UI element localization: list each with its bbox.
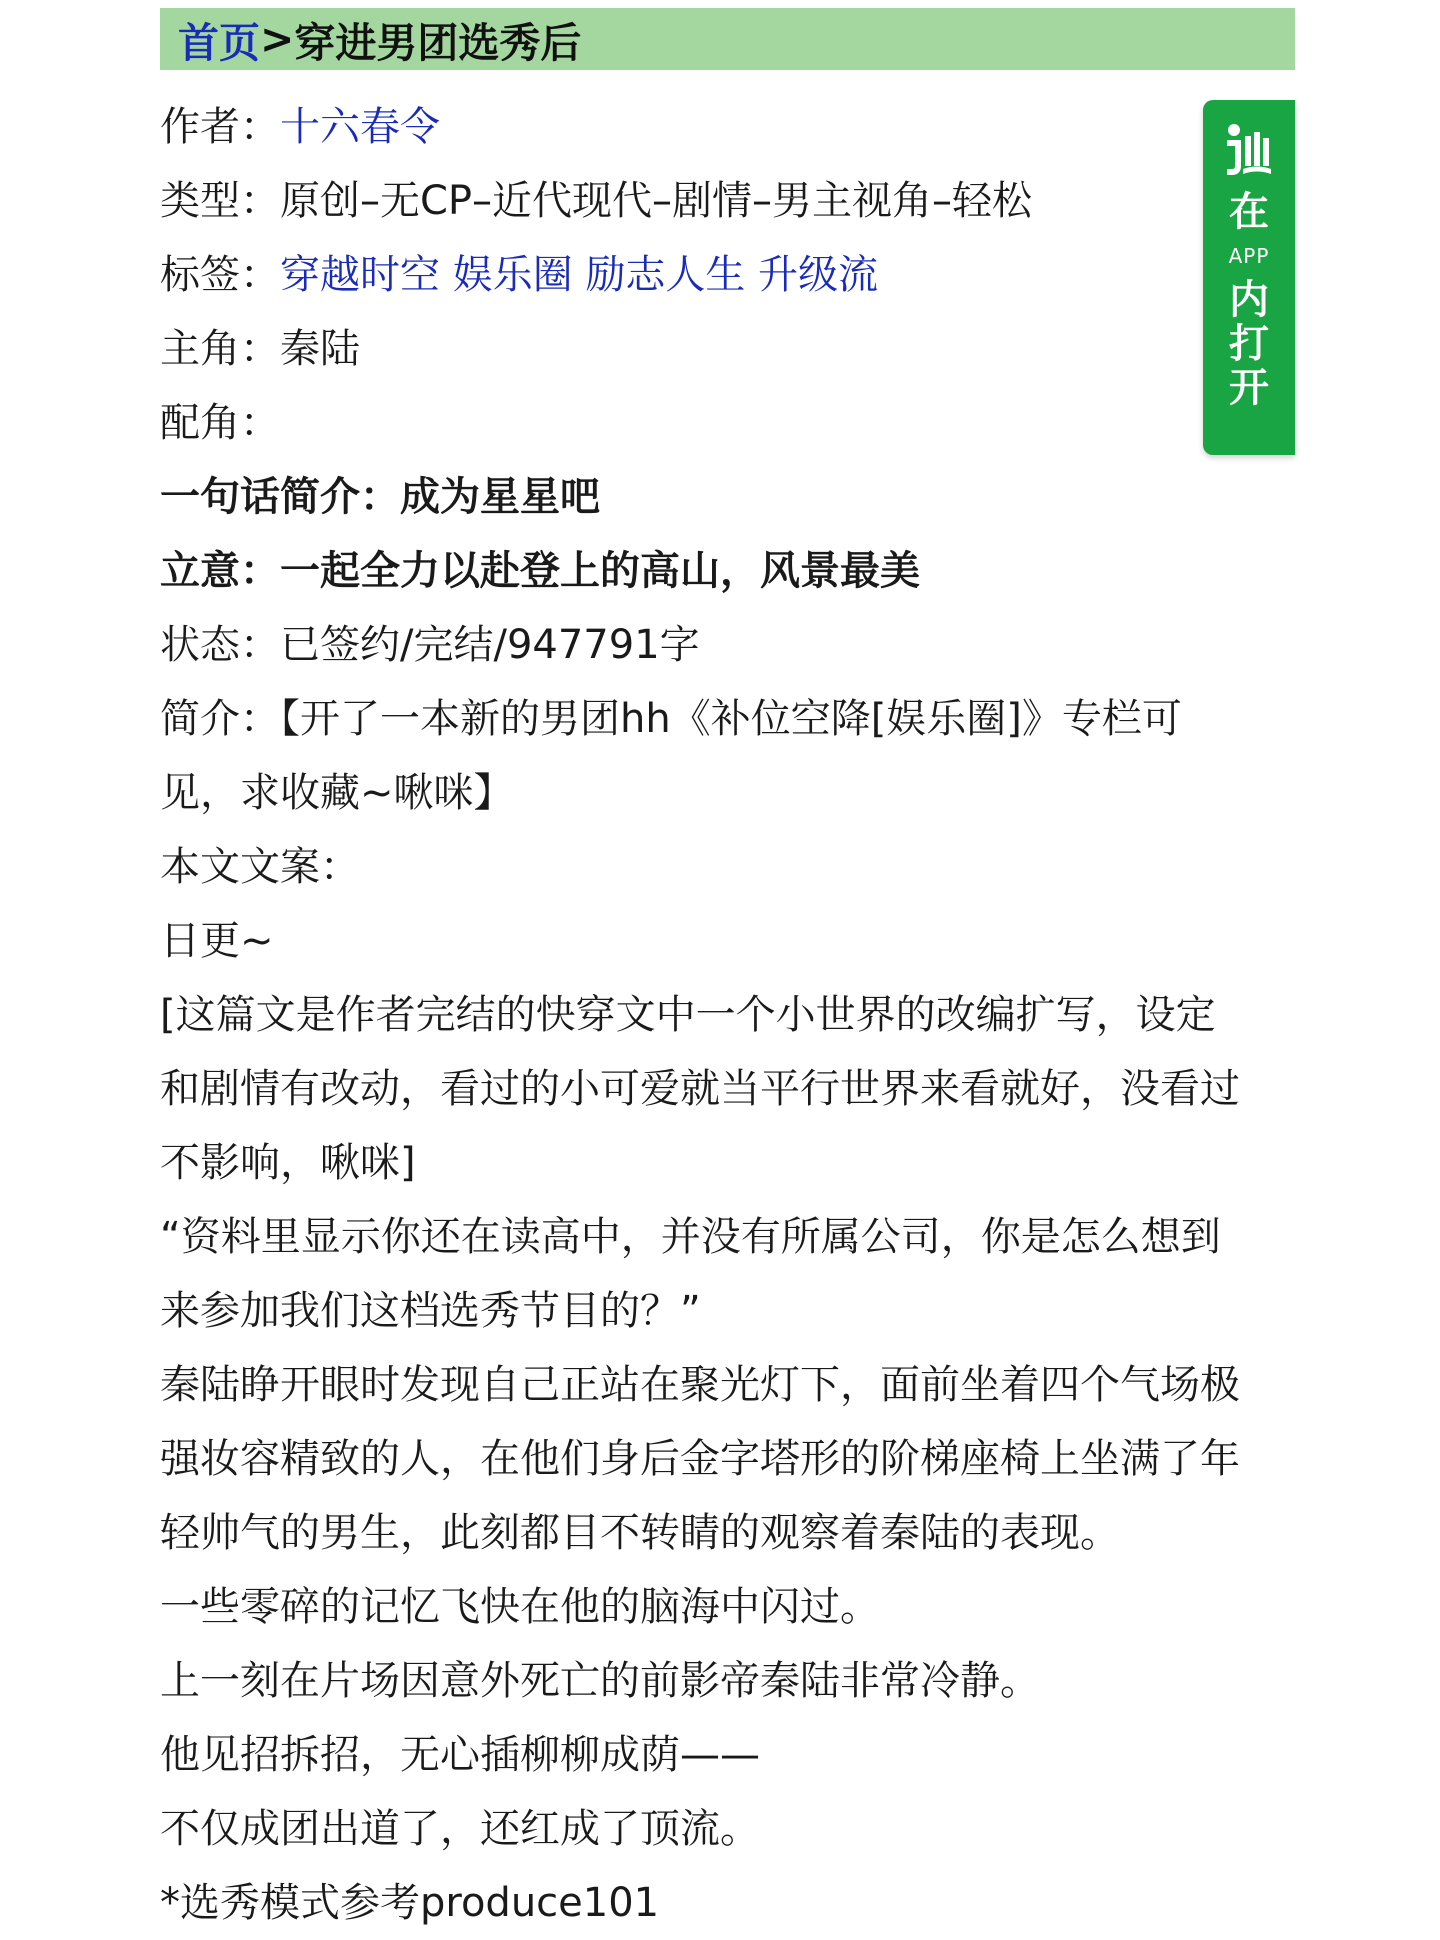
genre-value: 原创–无CP–近代现代–剧情–男主视角–轻松 <box>280 178 1033 224</box>
supporting-row <box>160 386 1295 460</box>
synopsis-line: 不仅成团出道了，还红成了顶流。 <box>160 1806 760 1852</box>
tags-label: 标签： <box>160 252 280 298</box>
author-label: 作者： <box>160 104 280 150</box>
status-row <box>160 608 1295 682</box>
protagonist-value: 秦陆 <box>280 326 360 372</box>
intro-text: 【开了一本新的男团hh《补位空降[娱乐圈]》专栏可 <box>280 696 1182 742</box>
synopsis-line: 轻帅气的男生，此刻都目不转睛的观察着秦陆的表现。 <box>160 1510 1120 1556</box>
synopsis-line: 来参加我们这档选秀节目的？” <box>160 1288 701 1334</box>
synopsis-line: 一些零碎的记忆飞快在他的脑海中闪过。 <box>160 1584 880 1630</box>
protagonist-row <box>160 312 1295 386</box>
supporting-label: 配角： <box>160 400 280 446</box>
synopsis-line: *选秀模式参考produce101 <box>160 1880 660 1926</box>
author-link[interactable]: 十六春令 <box>280 104 440 150</box>
tag-link[interactable]: 娱乐圈 <box>452 252 573 298</box>
book-info <box>160 90 1295 1940</box>
badge-char-zai: 在 <box>1229 189 1269 235</box>
author-row <box>160 90 1295 164</box>
intro-label: 简介： <box>160 696 280 742</box>
oneliner-value: 成为星星吧 <box>400 474 600 520</box>
badge-char-app: APP <box>1228 244 1270 268</box>
badge-char-da: 打 <box>1229 321 1269 367</box>
genre-label: 类型： <box>160 178 280 224</box>
status-value: 已签约/完结/947791字 <box>280 622 700 668</box>
breadcrumb-home-link[interactable]: 首页 <box>178 18 260 67</box>
synopsis-line: [这篇文是作者完结的快穿文中一个小世界的改编扩写，设定 <box>160 992 1216 1038</box>
tags-row <box>160 238 1295 312</box>
theme-label: 立意： <box>160 548 280 594</box>
synopsis-line: “资料里显示你还在读高中，并没有所属公司，你是怎么想到 <box>160 1214 1221 1260</box>
synopsis <box>160 830 1295 1940</box>
intro-row-continued <box>160 756 1295 830</box>
synopsis-line: 本文文案： <box>160 844 360 890</box>
oneliner-label: 一句话简介： <box>160 474 400 520</box>
intro-row <box>160 682 1295 756</box>
theme-row <box>160 534 1295 608</box>
synopsis-line: 日更~ <box>160 918 274 964</box>
breadcrumb-separator: > <box>260 15 295 63</box>
badge-char-nei: 内 <box>1229 277 1269 323</box>
tag-link[interactable]: 励志人生 <box>585 252 746 298</box>
synopsis-line: 上一刻在片场因意外死亡的前影帝秦陆非常冷静。 <box>160 1658 1040 1704</box>
breadcrumb-current-title: 穿进男团选秀后 <box>294 18 582 67</box>
synopsis-line: 秦陆睁开眼时发现自己正站在聚光灯下，面前坐着四个气场极 <box>160 1362 1240 1408</box>
status-label: 状态： <box>160 622 280 668</box>
synopsis-line: 强妆容精致的人，在他们身后金字塔形的阶梯座椅上坐满了年 <box>160 1436 1240 1482</box>
genre-row <box>160 164 1295 238</box>
tag-link[interactable]: 升级流 <box>758 252 879 298</box>
synopsis-line: 他见招拆招，无心插柳柳成荫—— <box>160 1732 760 1778</box>
protagonist-label: 主角： <box>160 326 280 372</box>
synopsis-line: 和剧情有改动，看过的小可爱就当平行世界来看就好，没看过 <box>160 1066 1240 1112</box>
tag-link[interactable]: 穿越时空 <box>280 252 440 298</box>
intro-text: 见，求收藏~啾咪】 <box>160 770 514 816</box>
breadcrumb <box>160 8 1295 70</box>
theme-value: 一起全力以赴登上的高山，风景最美 <box>280 548 920 594</box>
oneliner-row <box>160 460 1295 534</box>
synopsis-line: 不影响，啾咪] <box>160 1140 416 1186</box>
badge-char-kai: 开 <box>1229 365 1269 411</box>
